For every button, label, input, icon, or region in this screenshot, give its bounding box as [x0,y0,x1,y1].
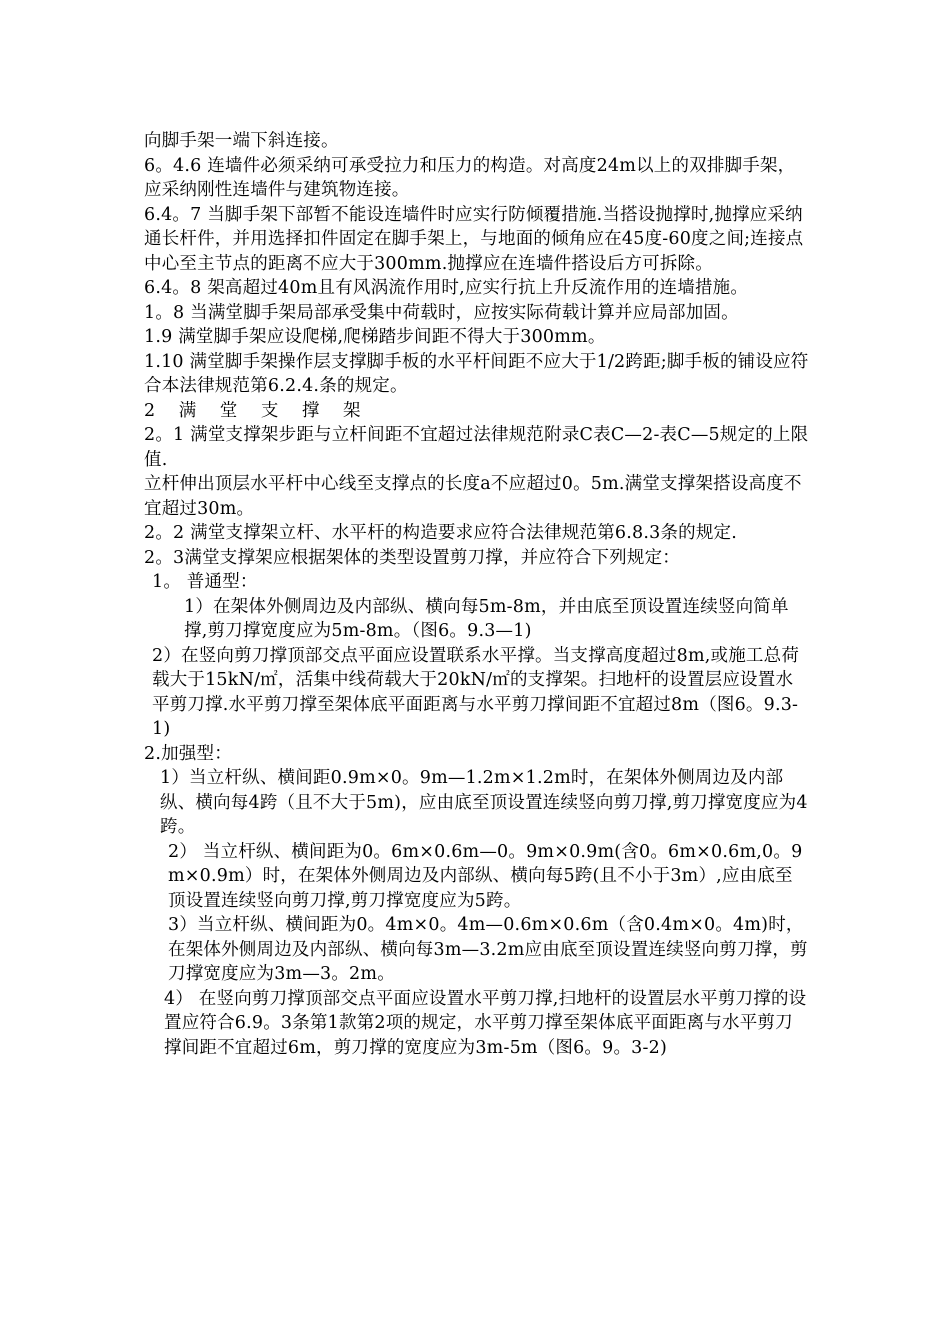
item-reinforced-1: 1）当立杆纵、横间距0.9m×0。9m—1.2m×1.2m时，在架体外侧周边及内部纵、横向每4跨（且不大于5m)，应由底至顶设置连续竖向剪刀撑,剪刀撑宽度应为4跨。 [160,768,808,837]
paragraph-6-4-8: 6.4。8 架高超过40m且有风涡流作用时,应实行抗上升反流作用的连墙措施。 [144,278,749,298]
subheading-reinforced-type: 2.加强型： [144,743,232,764]
item-normal-1: 1）在架体外侧周边及内部纵、横向每5m-8m，并由底至顶设置连续竖向简单撑,剪刀撑宽度应为5m-8m。（图6。9.3—1) [184,596,789,641]
item-reinforced-3: 3）当立杆纵、横间距为0。4m×0。4m—0.6m×0.6m（含0.4m×0。4m)时，在架体外侧周边及内部纵、横向每3m—3.2m应由底至顶设置连续竖向剪刀撑，剪刀撑宽度应为3m—3。2m。 [168,915,808,984]
paragraph-2-3: 2。3满堂支撑架应根据架体的类型设置剪刀撑，并应符合下列规定： [144,547,680,568]
paragraph-continuation: 向脚手架一端下斜连接。 [144,131,339,151]
paragraph-2-2: 2。2 满堂支撑架立杆、水平杆的构造要求应符合法律规范第6.8.3条的规定. [144,523,738,543]
paragraph-1-8: 1。8 当满堂脚手架局部承受集中荷载时，应按实际荷载计算并应局部加固。 [144,302,739,323]
subheading-normal-type: 1。 普通型： [152,572,258,592]
paragraph-6-4-7: 6.4。7 当脚手架下部暂不能设连墙件时应实行防倾覆措施.当搭设抛撑时,抛撑应采纳通长杆件，并用选择扣件固定在脚手架上，与地面的倾角应在45度-60度之间;连接点中心至主节点的距离不应大于300mm.抛撑应在连墙件搭设后方可拆除。 [144,204,804,274]
paragraph-1-9: 1.9 满堂脚手架应设爬梯,爬梯踏步间距不得大于300mm。 [144,327,606,347]
paragraph-2-1: 2。1 满堂支撑架步距与立杆间距不宜超过法律规范附录C表C—2-表C—5规定的上限值. [144,425,809,470]
item-reinforced-2: 2） 当立杆纵、横间距为0。6m×0.6m—0。9m×0.9m(含0。6m×0.6m,0。9m×0.9m）时，在架体外侧周边及内部纵、横向每5跨(且不小于3m）,应由底至顶设置连续竖向剪刀撑,剪刀撑宽度应为5跨。 [168,841,803,911]
item-normal-2: 2）在竖向剪刀撑顶部交点平面应设置联系水平撑。当支撑高度超过8m,或施工总荷载大于15kN/㎡，活集中线荷载大于20kN/㎡的支撑架。扫地杆的设置层应设置水平剪刀撑.水平剪刀撑至架体底平面距离与水平剪刀撑间距不宜超过8m（图6。9.3-1) [152,645,800,739]
paragraph-2-1-cont: 立杆伸出顶层水平杆中心线至支撑点的长度a不应超过0。5m.满堂支撑架搭设高度不宜超过30m。 [144,474,802,519]
section-heading: 2 满 堂 支 撑 架 [144,400,370,421]
document-body [144,129,810,1060]
paragraph-1-10: 1.10 满堂脚手架操作层支撑脚手板的水平杆间距不应大于1/2跨距;脚手板的铺设应符合本法律规范第6.2.4.条的规定。 [144,351,809,396]
paragraph-6-4-6: 6。4.6 连墙件必须采纳可承受拉力和压力的构造。对高度24m以上的双排脚手架，应采纳刚性连墙件与建筑物连接。 [144,155,796,200]
item-reinforced-4: 4） 在竖向剪刀撑顶部交点平面应设置水平剪刀撑,扫地杆的设置层水平剪刀撑的设置应符合6.9。3条第1款第2项的规定，水平剪刀撑至架体底平面距离与水平剪刀撑间距不宜超过6m，剪刀撑的宽度应为3m-5m（图6。9。3-2) [164,988,807,1058]
